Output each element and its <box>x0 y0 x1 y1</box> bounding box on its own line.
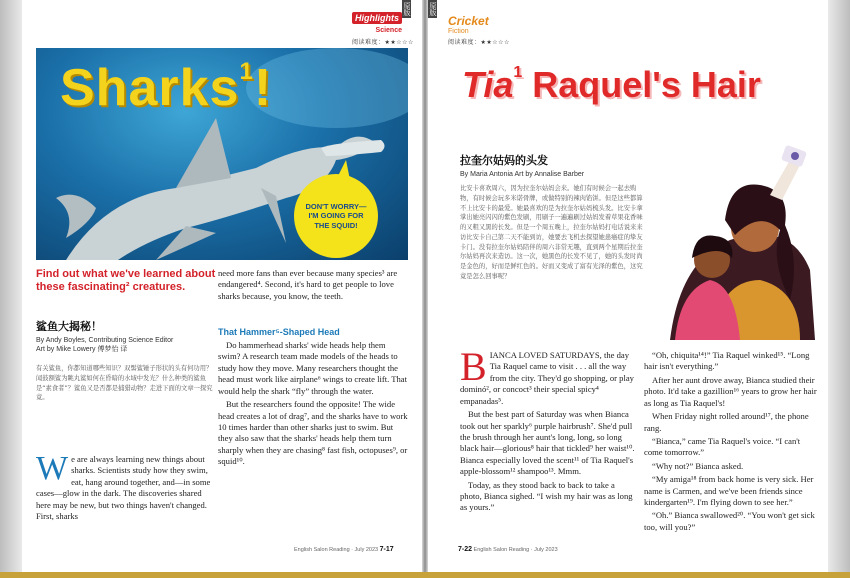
difficulty-rating: 阅读难度：★★☆☆☆ <box>448 39 510 46</box>
page-number: 7-22 <box>458 546 473 553</box>
bottom-strip <box>0 572 850 578</box>
page-footer <box>458 546 558 553</box>
column-2-paragraph-2: But the researchers found the opposite! The wide head creates a lot of drag⁷, and the sharks have to work 10 times harder than other sharks just to swim. But they also saw that the sharks' heads help them turn sharply when they are chasing⁸ fast fish, octopuses⁹, or squid¹⁰. <box>218 399 408 467</box>
hero-image-shark <box>36 48 408 260</box>
story-column-1 <box>460 344 636 516</box>
column-1-paragraph-2: But the best part of Saturday was when Bianca took out her sparkly⁶ purple hairbrush⁷. She'd pull the brush through her aunt's long, long, so long black hair—glorious⁸ hair that tickled⁹ her waist¹⁰. Bianca especially loved the scent¹¹ of Tia Raquel's apple-blossom¹² shampoo¹³. Mmm. <box>460 409 635 477</box>
brand-highlights: Highlights <box>352 12 402 24</box>
brand-cricket: Cricket <box>448 14 489 28</box>
edition-tag: 原版 <box>403 2 411 16</box>
column-2-paragraph-5: “Why not?” Bianca asked. <box>652 460 744 471</box>
column-2-paragraph-6: “My amiga¹⁸ from back home is very sick. Her name is Carmen, and we've been friends since kindergarten¹⁹. I'm flying down to see her.” <box>644 474 814 508</box>
page-edge-right <box>828 0 850 572</box>
column-2-top: need more fans than ever because many species³ are endangered⁴. Second, it's hard to get people to love sharks because, you know, the teeth. <box>218 268 398 301</box>
column-1-paragraph-3: Today, as they stood back to back to take a photo, Bianca sighed. “I wish my hair was as long as yours.” <box>460 479 633 513</box>
drop-cap: B <box>460 344 487 389</box>
column-2-paragraph-1: “Oh, chiquita¹⁴!” Tia Raquel winked¹⁵. “Long hair isn't everything.” <box>644 350 810 372</box>
column-1-text: e are always learning new things about sharks. Scientists study how they swim, eat, hang around together, and—in some cases—glow in the dark. The discoveries shared here may be new, but two things haven't changed. First, sharks <box>36 454 211 522</box>
column-2-paragraph-2: After her aunt drove away, Bianca studied their photo. It'd take a gazillion¹⁶ years to grow her hair as long as Tia Raquel's! <box>644 374 817 408</box>
byline-author: By Andy Boyles, Contributing Science Editor <box>36 337 174 344</box>
column-2-paragraph-7: “Oh.” Bianca swallowed²⁰. “You won't get sick too, will you?” <box>644 510 815 532</box>
story-column-2 <box>644 350 820 535</box>
difficulty-rating: 阅读难度：★★☆☆☆ <box>352 39 414 46</box>
byline: By Maria Antonia Art by Annalise Barber <box>460 171 585 178</box>
story-title: Tia$^1$ Raquel's Hair <box>462 64 761 105</box>
edition-tag: 原版 <box>429 2 437 16</box>
column-2-paragraph-1: Do hammerhead sharks' wide heads help them swim? A research team made models of the heads to study how they move. Many researchers thought the head must work like airplane⁶ wings to create lift. That would help the shark “fly” through the water. <box>218 340 407 396</box>
column-2-paragraph-4: “Bianca,” came Tia Raquel's voice. “I can't come tomorrow.” <box>644 435 801 458</box>
byline <box>36 336 173 355</box>
left-page <box>22 0 422 578</box>
footer-text: English Salon Reading · July 2023 <box>294 547 379 553</box>
hero-title: Sharks$^1$! <box>60 58 273 117</box>
article-column-2 <box>218 340 408 470</box>
section-heading: That Hammer⁵-Shaped Head <box>218 327 340 337</box>
page-edge-left <box>0 0 22 572</box>
chinese-summary: 比安卡喜欢周六，因为拉奎尔姑妈会来。她们有时候会一起去购物，有时候会玩多米诺骨牌，或做特别的辣肉馅饼。但是这些都算不上比安卡的最爱。她最喜欢的是为拉奎尔姑妈梳头发。比安卡拿掌出她亮闪闪的紫色发刷，用刷子一遍遍刷过姑妈发着草果花香味的又粗又黑的长发。但是一个周五晚上，拉奎尔姑妈打电话说来来访比安卡自己第二天不能到访，她要去飞机去探望她患癌症的挚友卡门。没有拉奎尔姑妈陪伴的周六非常无趣，直到两个星期后拉奎尔姑妈再次来造访。这一次，她黑色的长发不见了，她的头发时尚是金色的，好而是鲜红色的。好而又变成了富有光泽的紫色，这究竟是怎么回事呢？ <box>460 185 643 280</box>
column-2-paragraph-3: When Friday night rolled around¹⁷, the phone rang. <box>644 411 809 433</box>
highlights-logo <box>352 8 402 34</box>
chinese-summary: 有关鲨鱼，你都知道哪些知识？双髻鲨锤子形状的头有何功用？闻鼓额鲨为眺丸鲨如何在昏暗的水域中发光？什么种类的鲨鱼是“素食者”？鲨鱼又是否都是捕猎动物？走进下面的文章一探究竟。 <box>36 365 213 402</box>
page-footer <box>294 546 394 553</box>
right-page <box>428 0 828 578</box>
brand-fiction: Fiction <box>448 28 469 35</box>
cricket-logo <box>448 12 489 35</box>
footer-text: English Salon Reading · July 2023 <box>473 547 558 553</box>
byline-art: Art by Mike Lowery 傅梦怡 译 <box>36 346 128 354</box>
column-1-paragraph-1: IANCA LOVED SATURDAYS, the day Tia Raquel came to visit . . . all the way from the city. They'd go shopping, or play dominó², or concoct³ their special spicy⁴ empanadas⁵. <box>460 350 634 406</box>
intro-text: Find out what we've learned about these fascinating² creatures. <box>36 268 216 293</box>
brand-science: Science <box>375 27 402 34</box>
article-column-1 <box>36 450 216 523</box>
chinese-title: 拉奎尔姑妈的头发 <box>460 154 548 167</box>
drop-cap: W <box>36 450 69 487</box>
speech-bubble: DON'T WORRY— I'M GOING FOR THE SQUID! <box>294 174 378 258</box>
chinese-title: 鲨鱼大揭秘！ <box>36 320 102 333</box>
illustration-bianca-and-aunt <box>650 140 820 340</box>
page-number: 7-17 <box>379 546 394 553</box>
